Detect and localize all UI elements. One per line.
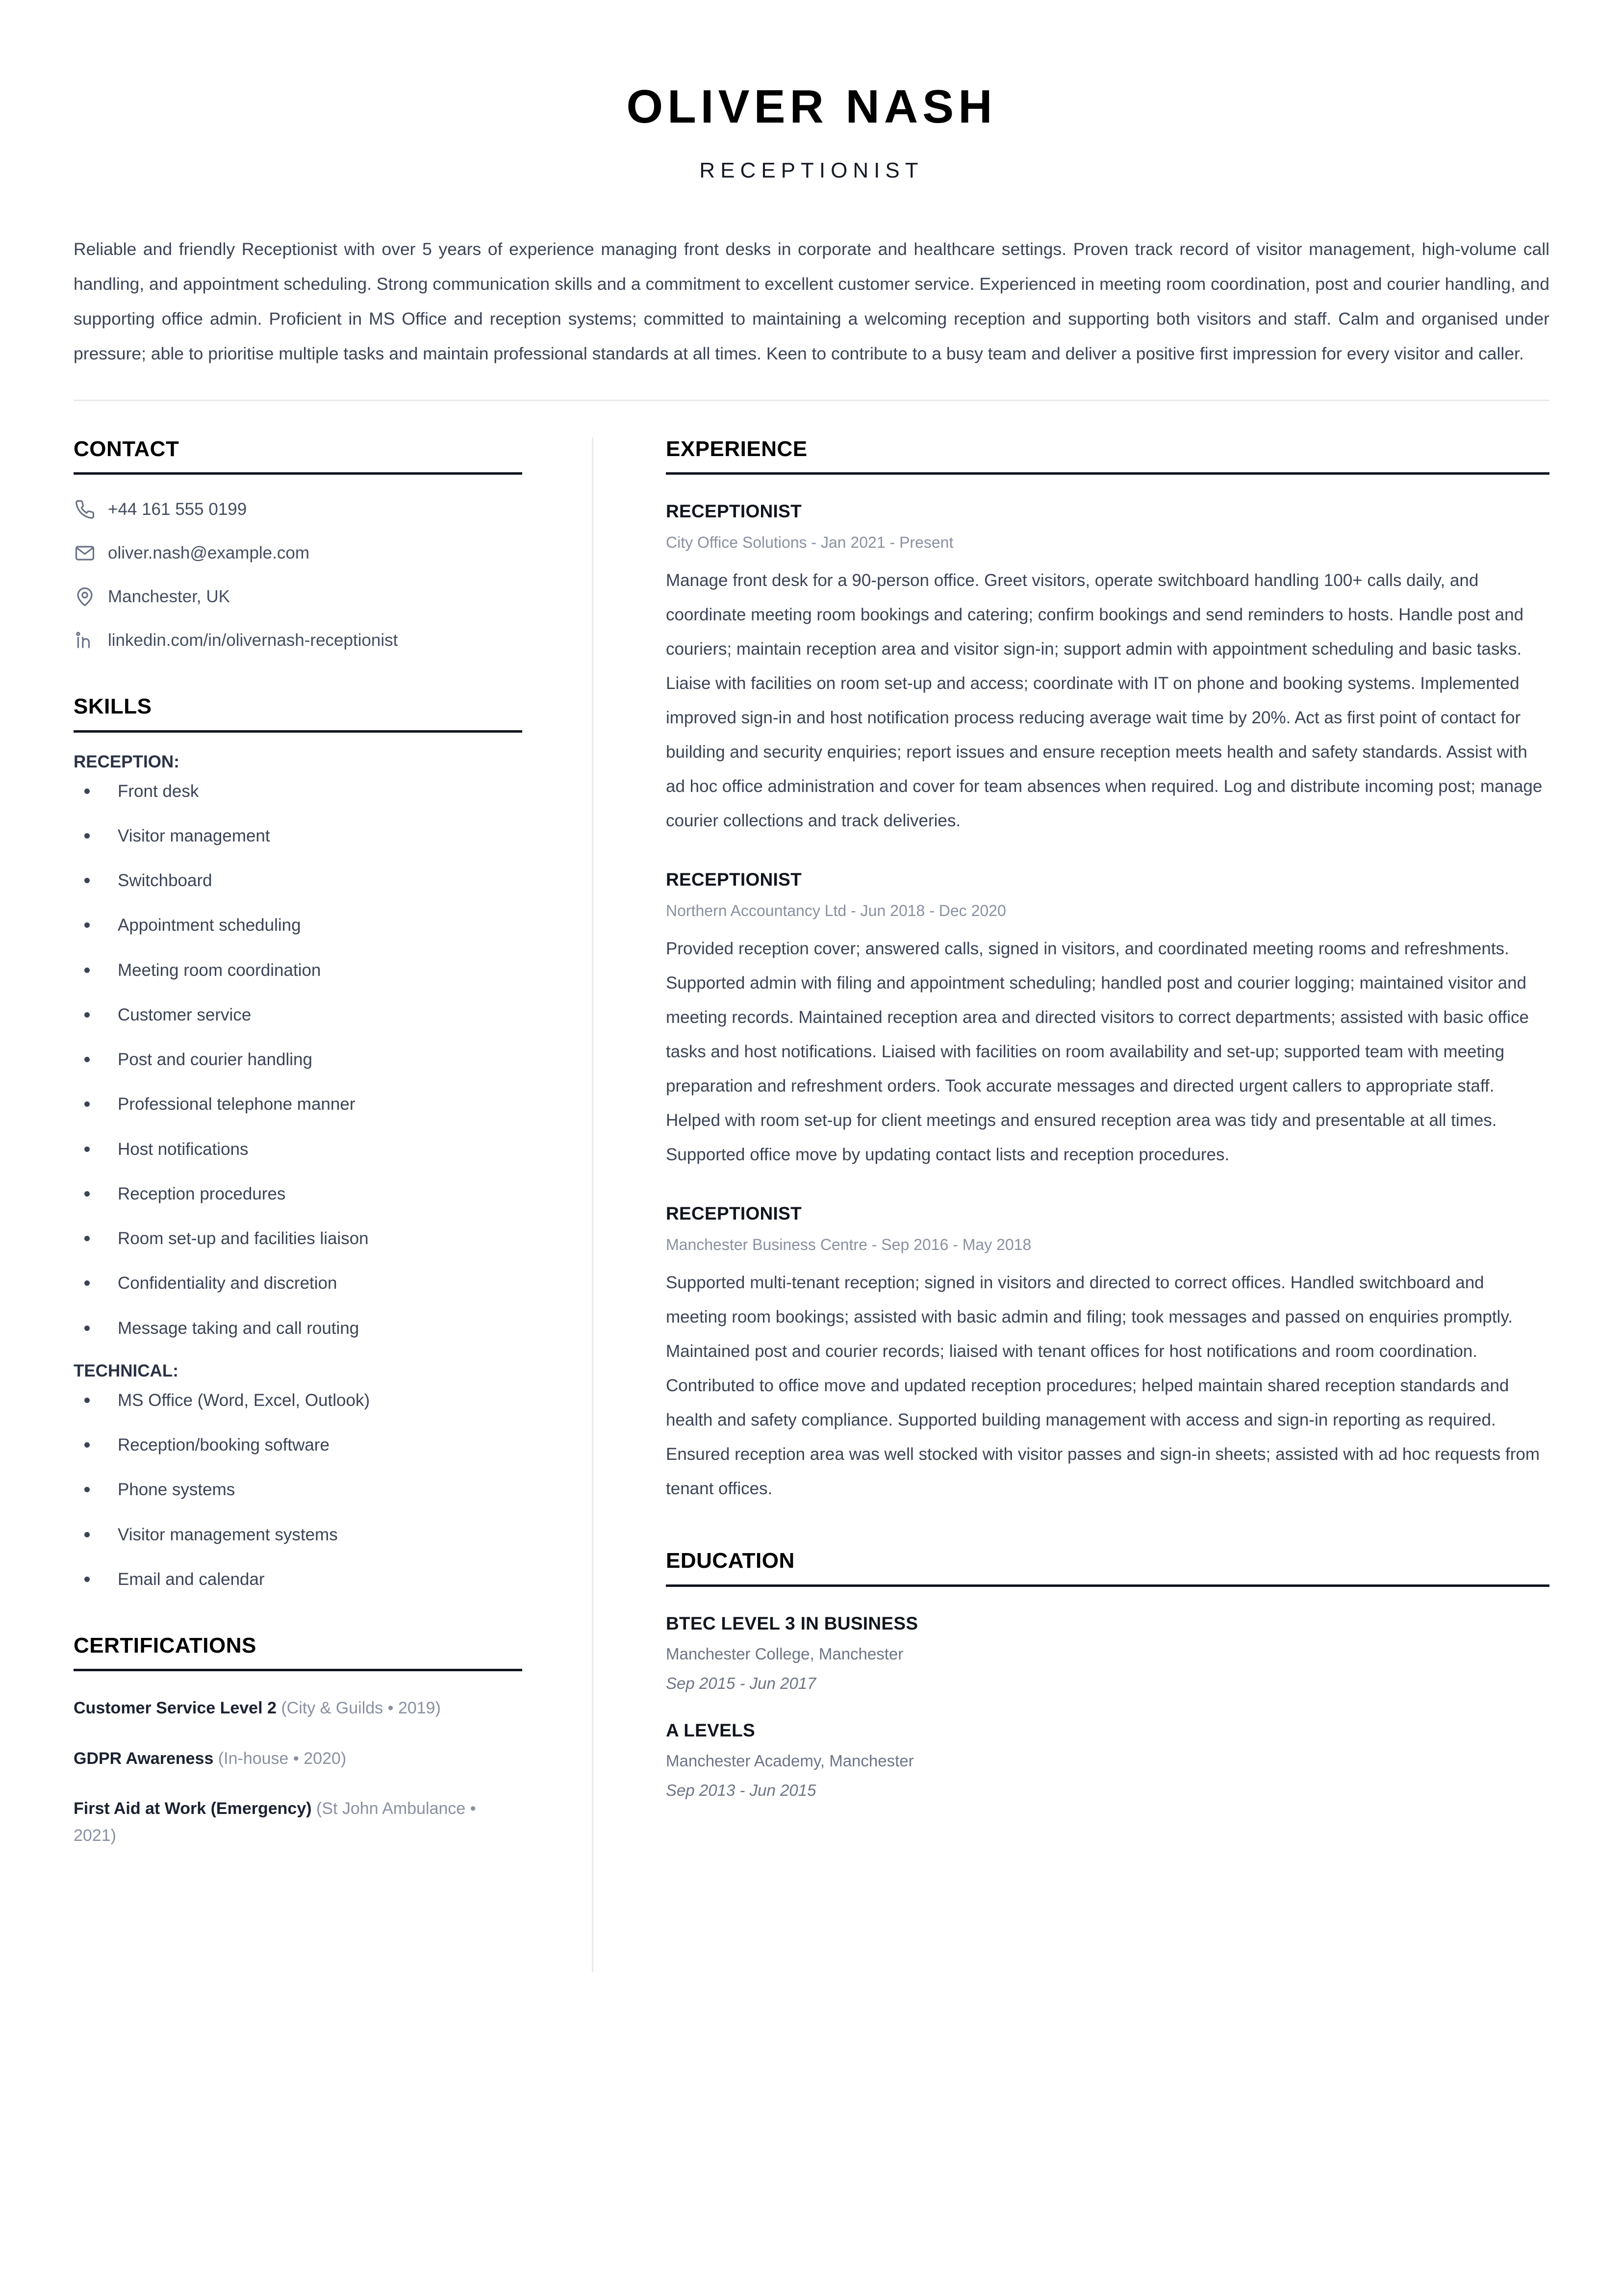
email-icon	[74, 542, 96, 564]
experience-role: RECEPTIONIST	[666, 501, 802, 522]
experience-role: RECEPTIONIST	[666, 1203, 802, 1224]
contact-item-phone[interactable]	[74, 498, 522, 521]
certification-name: GDPR Awareness	[74, 1749, 214, 1768]
experience-heading-rule	[666, 472, 1549, 475]
skills-body	[74, 752, 522, 1591]
certifications-heading-rule	[74, 1669, 522, 1671]
skills-section	[74, 695, 522, 1591]
skill-item: Reception/booking software	[74, 1433, 522, 1456]
skill-list-technical	[74, 1389, 522, 1591]
experience-company-dates: City Office Solutions - Jan 2021 - Present	[666, 534, 954, 552]
education-item	[666, 1720, 1549, 1800]
education-dates: Sep 2015 - Jun 2017	[666, 1674, 816, 1692]
contact-section	[74, 437, 522, 652]
certifications-section	[74, 1634, 522, 1849]
skill-item: Meeting room coordination	[74, 959, 522, 982]
resume-header	[74, 0, 1549, 183]
skill-item: Email and calendar	[74, 1568, 522, 1591]
experience-company-dates: Manchester Business Centre - Sep 2016 - May 2018	[666, 1236, 1032, 1254]
skill-group-label-reception: RECEPTION:	[74, 752, 179, 771]
certification-name: First Aid at Work (Emergency)	[74, 1799, 312, 1818]
experience-description: Manage front desk for a 90-person office. Greet visitors, operate switchboard handling 100+ calls daily, and coordinate meeting room bookings and catering; confirm bookings and send reminders to hosts. Handle post and couriers; maintain reception area and visitor sign-in; support admin with appointment scheduling and basic tasks. Liaise with facilities on room set-up and access; coordinate with IT on phone and booking systems. Implemented improved sign-in and host notification process reducing average wait time by 20%. Act as first point of contact for building and security enquiries; report issues and ensure reception meets health and safety standards. Assist with ad hoc office administration and cover for team absences when required. Log and distribute incoming post; manage courier collections and track deliveries.	[666, 571, 1543, 831]
skill-item: Appointment scheduling	[74, 914, 522, 937]
professional-summary: Reliable and friendly Receptionist with over 5 years of experience managing front desks in corporate and healthcare settings. Proven track record of visitor management, high-volume call handling, and appointment scheduling. Strong communication skills and a commitment to excellent customer service. Experienced in meeting room coordination, post and courier handling, and supporting office admin. Proficient in MS Office and reception systems; committed to maintaining a welcoming reception and supporting both visitors and staff. Calm and organised under pressure; able to prioritise multiple tasks and maintain professional standards at all times. Keen to contribute to a busy team and deliver a positive first impression for every visitor and caller.	[74, 239, 1549, 363]
certification-name: Customer Service Level 2	[74, 1699, 277, 1718]
experience-item	[666, 869, 1549, 1172]
contact-location-value: Manchester, UK	[108, 587, 230, 607]
certification-meta: (City & Guilds • 2019)	[281, 1699, 441, 1718]
experience-section	[666, 437, 1549, 1506]
experience-role: RECEPTIONIST	[666, 869, 802, 890]
education-heading: EDUCATION	[666, 1549, 795, 1573]
skill-item: Message taking and call routing	[74, 1317, 522, 1340]
resume-body	[74, 437, 1549, 1972]
experience-list	[666, 501, 1549, 1506]
experience-description: Supported multi-tenant reception; signed in visitors and directed to correct offices. Handled switchboard and meeting room bookings; assisted with basic admin and filing; took messages and passed on enquiries promptly. Maintained post and courier records; liaised with tenant offices for host notifications and room coordination. Contributed to office move and updated reception procedures; helped maintain shared reception standards and health and safety compliance. Supported building management with access and sign-in reporting as required. Ensured reception area was well stocked with visitor passes and sign-in sheets; assisted with ad hoc requests from tenant offices.	[666, 1273, 1540, 1499]
linkedin-icon	[74, 629, 96, 652]
education-list	[666, 1613, 1549, 1800]
candidate-name: OLIVER NASH	[626, 80, 997, 133]
contact-item-location[interactable]	[74, 586, 522, 608]
contact-heading: CONTACT	[74, 436, 179, 461]
skill-item: Switchboard	[74, 869, 522, 892]
right-column	[593, 437, 1549, 1800]
skill-item: Visitor management systems	[74, 1523, 522, 1546]
education-school: Manchester College, Manchester	[666, 1644, 904, 1663]
certification-item	[74, 1795, 522, 1849]
skill-item: Phone systems	[74, 1478, 522, 1501]
experience-company-dates: Northern Accountancy Ltd - Jun 2018 - Dec 2020	[666, 902, 1006, 920]
contact-linkedin-value: linkedin.com/in/olivernash-receptionist	[108, 631, 398, 650]
certification-item	[74, 1695, 522, 1722]
experience-item	[666, 1203, 1549, 1506]
skill-item: Visitor management	[74, 824, 522, 847]
education-heading-rule	[666, 1584, 1549, 1587]
education-dates: Sep 2013 - Jun 2015	[666, 1781, 816, 1799]
skill-item: Room set-up and facilities liaison	[74, 1227, 522, 1250]
skill-item: Front desk	[74, 780, 522, 803]
left-column	[74, 437, 552, 1849]
education-degree: A LEVELS	[666, 1720, 755, 1740]
skill-item: Host notifications	[74, 1138, 522, 1161]
contact-list	[74, 498, 522, 652]
contact-email-value: oliver.nash@example.com	[108, 543, 309, 563]
experience-description: Provided reception cover; answered calls, signed in visitors, and coordinated meeting rooms and refreshments. Supported admin with filing and appointment scheduling; handled post and courier logging; maintained visitor and meeting records. Maintained reception area and directed visitors to correct departments; assisted with basic office tasks and host notifications. Liaised with facilities on room availability and set-up; supported team with meeting preparation and refreshment orders. Took accurate messages and directed urgent callers to appropriate staff. Helped with room set-up for client meetings and ensured reception area was tidy and presentable at all times. Supported office move by updating contact lists and reception procedures.	[666, 939, 1529, 1165]
contact-item-email[interactable]	[74, 542, 522, 564]
certifications-heading: CERTIFICATIONS	[74, 1633, 256, 1658]
contact-phone-value: +44 161 555 0199	[108, 500, 247, 519]
certification-meta: (St John Ambulance • 2021)	[74, 1799, 476, 1845]
experience-item	[666, 501, 1549, 838]
skill-item: Confidentiality and discretion	[74, 1272, 522, 1295]
education-section	[666, 1549, 1549, 1799]
skills-heading-rule	[74, 730, 522, 733]
experience-heading: EXPERIENCE	[666, 436, 808, 461]
certification-meta: (In-house • 2020)	[218, 1749, 347, 1768]
skill-item: MS Office (Word, Excel, Outlook)	[74, 1389, 522, 1412]
skill-item: Post and courier handling	[74, 1048, 522, 1071]
skill-item: Reception procedures	[74, 1182, 522, 1205]
location-pin-icon	[74, 586, 96, 608]
summary-divider	[74, 400, 1549, 401]
contact-item-linkedin[interactable]	[74, 629, 522, 652]
skill-item: Professional telephone manner	[74, 1093, 522, 1116]
education-degree: BTEC LEVEL 3 IN BUSINESS	[666, 1613, 918, 1633]
certifications-list	[74, 1695, 522, 1849]
skill-group-label-technical: TECHNICAL:	[74, 1361, 178, 1380]
education-school: Manchester Academy, Manchester	[666, 1751, 914, 1770]
contact-heading-rule	[74, 472, 522, 475]
skill-item: Customer service	[74, 1003, 522, 1026]
skill-list-reception	[74, 780, 522, 1340]
certification-item	[74, 1745, 522, 1772]
skills-heading: SKILLS	[74, 694, 152, 719]
phone-icon	[74, 498, 96, 521]
candidate-job-title: RECEPTIONIST	[699, 158, 924, 182]
education-item	[666, 1613, 1549, 1693]
